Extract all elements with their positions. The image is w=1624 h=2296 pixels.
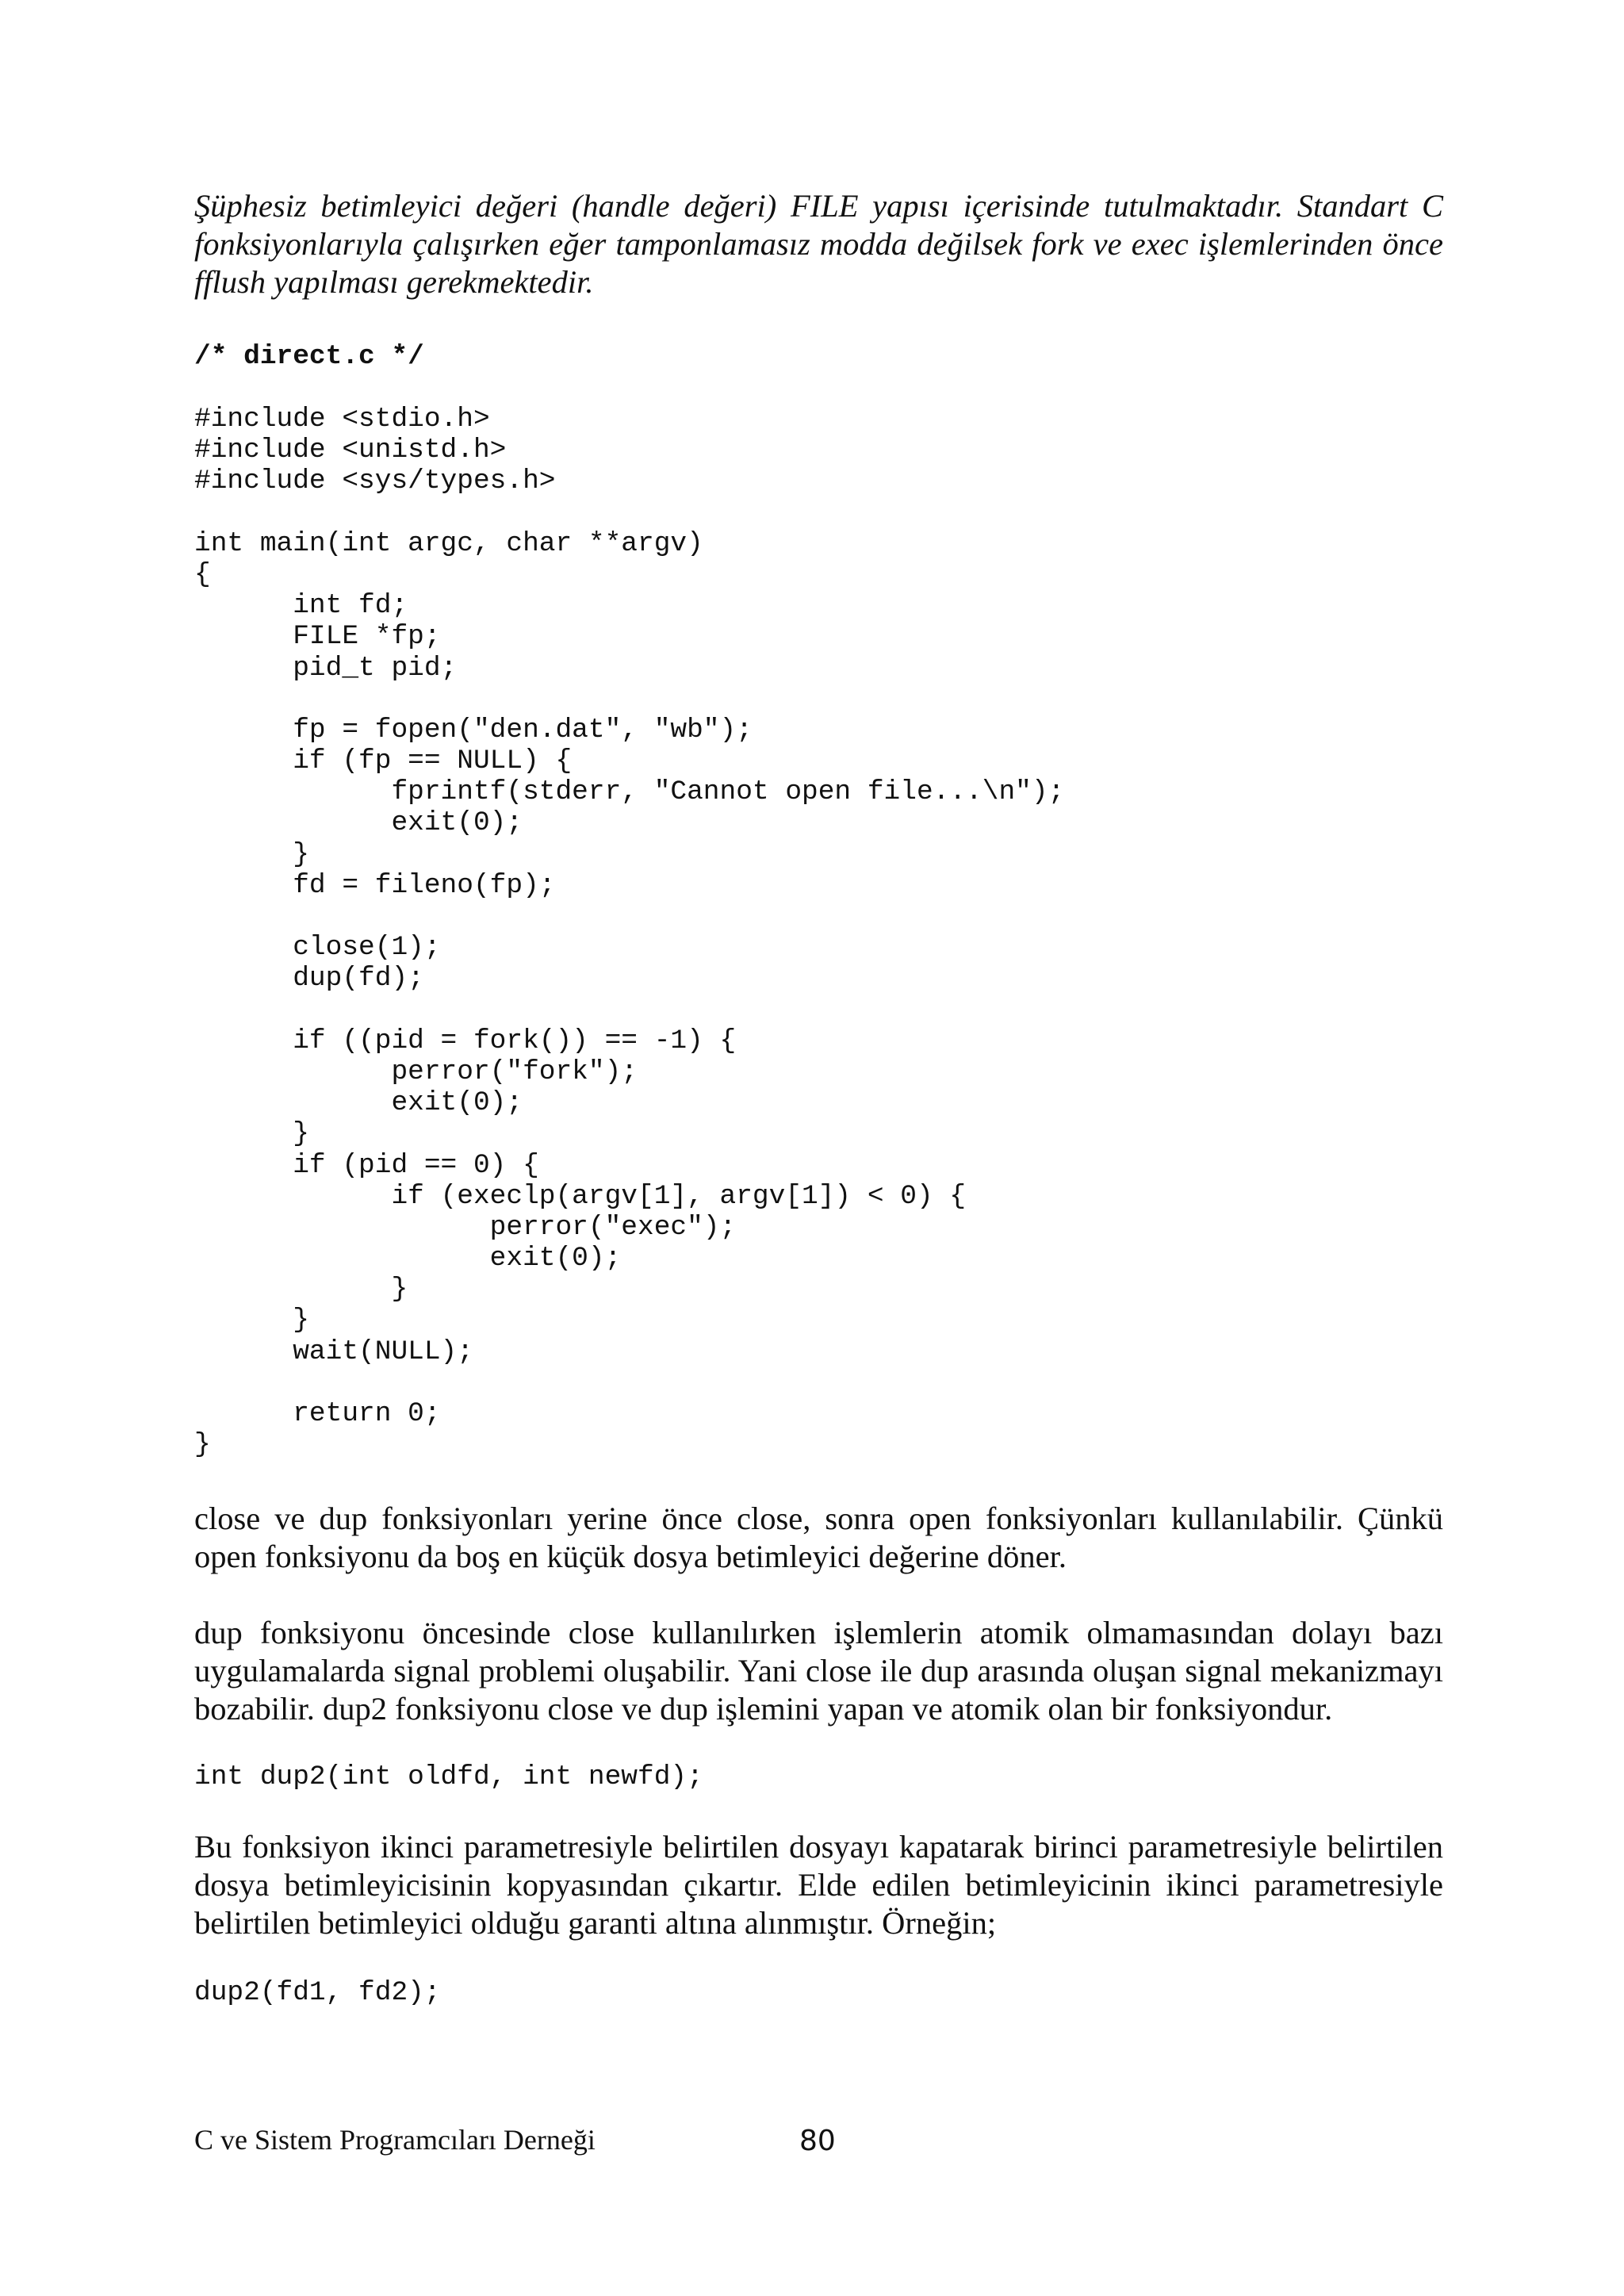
code-block <box>194 404 1443 1460</box>
code-line: wait(NULL); <box>194 1336 473 1367</box>
paragraph-close-dup: close ve dup fonksiyonları yerine önce close, sonra open fonksiyonları kullanılabilir. Çünkü open fonksiyonu da boş en küçük dosya betimleyici değerine döner. <box>194 1501 1443 1575</box>
code-line: if (fp == NULL) { <box>194 746 573 777</box>
code-line: #include <stdio.h> <box>194 404 490 435</box>
code-line: exit(0); <box>194 1087 523 1119</box>
code-line <box>194 995 1443 1025</box>
code-line: } <box>194 838 309 870</box>
code-line: if (execlp(argv[1], argv[1]) < 0) { <box>194 1180 967 1212</box>
dup2-example: dup2(fd1, fd2); <box>194 1976 441 2008</box>
page-content <box>194 187 1443 2008</box>
code-line: fd = fileno(fp); <box>194 869 556 901</box>
code-line: fp = fopen("den.dat", "wb"); <box>194 714 753 746</box>
code-line: exit(0); <box>194 807 523 839</box>
code-line: int fd; <box>194 590 408 622</box>
code-line: #include <unistd.h> <box>194 435 507 466</box>
page-number: 80 <box>799 2125 836 2157</box>
code-line <box>194 1367 1443 1398</box>
paragraph-dup-atomic: dup fonksiyonu öncesinde close kullanılırken işlemlerin atomik olmamasından dolayı bazı uygulamalarda signal problemi oluşabilir. Yani close ile dup arasında oluşan signal mekanizmayı bozabilir. dup2 fonksiyonu close ve dup işlemini yapan ve atomik olan bir fonksiyondur. <box>194 1615 1443 1727</box>
code-line: pid_t pid; <box>194 652 458 684</box>
code-line: perror("fork"); <box>194 1056 638 1087</box>
code-line: #include <sys/types.h> <box>194 466 556 497</box>
code-line: close(1); <box>194 932 441 964</box>
code-line: } <box>194 1274 408 1305</box>
code-line: } <box>194 1429 211 1461</box>
code-line <box>194 684 1443 715</box>
code-line: return 0; <box>194 1398 441 1429</box>
code-line: } <box>194 1118 309 1150</box>
code-line <box>194 497 1443 528</box>
code-line: if (pid == 0) { <box>194 1149 539 1181</box>
code-title: /* direct.c */ <box>194 341 424 372</box>
code-line: dup(fd); <box>194 963 424 995</box>
code-line: } <box>194 1305 309 1336</box>
code-line: { <box>194 558 211 590</box>
code-line: exit(0); <box>194 1243 622 1274</box>
code-line: FILE *fp; <box>194 621 441 653</box>
paragraph-dup2-description: Bu fonksiyon ikinci parametresiyle belirtilen dosyayı kapatarak birinci parametresiyle belirtilen dosya betimleyicisinin kopyasından çıkartır. Elde edilen betimleyicinin ikinci parametresiyle belirtilen betimleyici olduğu garanti altına alınmıştır. Örneğin; <box>194 1828 1443 1941</box>
footer-organization: C ve Sistem Programcıları Derneği <box>194 2124 596 2156</box>
dup2-prototype: int dup2(int oldfd, int newfd); <box>194 1761 703 1793</box>
code-line: perror("exec"); <box>194 1211 737 1243</box>
code-line: int main(int argc, char **argv) <box>194 527 703 559</box>
intro-paragraph: Şüphesiz betimleyici değeri (handle değeri) FILE yapısı içerisinde tutulmaktadır. Standart C fonksiyonlarıyla çalışırken eğer tamponlamasız modda değilsek fork ve exec işlemlerinden önce fflush yapılması gerekmektedir. <box>194 188 1443 300</box>
code-line: fprintf(stderr, "Cannot open file...\n"); <box>194 776 1065 808</box>
code-line: if ((pid = fork()) == -1) { <box>194 1025 737 1056</box>
code-line <box>194 901 1443 932</box>
